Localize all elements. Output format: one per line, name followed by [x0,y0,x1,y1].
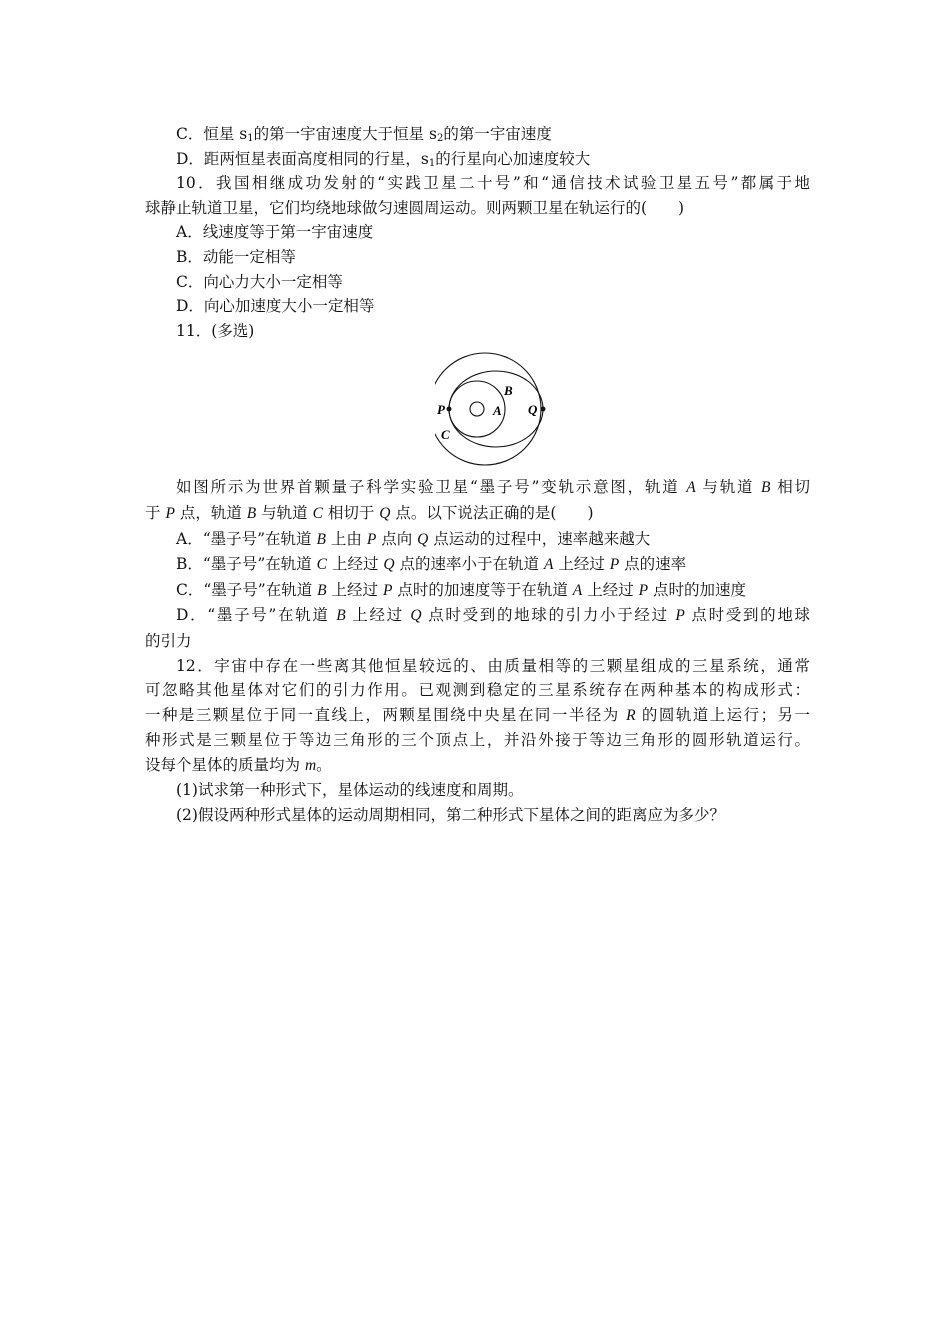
label-p: P [437,402,445,418]
var: Q [379,504,391,522]
q11-stem-line-2 [145,501,810,527]
q9-option-c [145,122,810,147]
var: B [317,581,327,599]
q10-option-d: D．向心加速度大小一定相等 [176,297,375,316]
text: C．恒星 s [176,125,248,143]
text: 上经过 [345,606,411,625]
q10-stem-line-2: 球静止轨道卫星，它们均绕地球做匀速圆周运动。则两颗卫星在轨运行的( ) [145,198,685,217]
var: B [761,479,771,497]
var: P [638,581,649,599]
var: C [316,556,328,574]
text: 的行星向心加速度较大 [435,149,591,168]
text: 于 [145,503,166,522]
var: B [316,530,326,548]
q11-option-d-line-1 [145,603,810,629]
q12-line-4: 种形式是三颗星位于等边三角形的三个顶点上，并沿外接于等边三角形的圆形轨道运行。 [145,731,810,750]
text: 点的速率小于在轨道 [394,555,544,574]
text: 点时受到的地球的引力小于经过 [421,606,676,625]
q12-sub-2: (2)假设两种形式星体的运动周期相同，第二种形式下星体之间的距离应为多少？ [176,806,725,825]
var: A [543,556,554,574]
document-page [145,122,810,828]
text: 的圆轨道上运行；另一 [635,705,810,724]
q11-option-a [145,527,810,553]
var: R [626,706,636,724]
subscript: 2 [437,133,444,144]
var: P [366,530,377,548]
text: 上经过 [582,580,639,599]
text: 点向 [376,529,418,548]
text: 上由 [325,529,367,548]
text: 点的速率 [619,555,687,574]
q11-option-d-line-2: 的引力 [145,631,192,650]
text: 点时受到的地球 [684,606,811,625]
text: 上经过 [326,580,383,599]
label-b: B [504,383,513,399]
text: D．距两恒星表面高度相同的行星，s [176,149,429,168]
var: Q [383,556,395,574]
q11-option-b [145,552,810,578]
label-c: C [441,427,450,443]
text: 点。以下说法正确的是( ) [390,503,594,522]
text: A．“墨子号”在轨道 [176,529,317,548]
var: P [165,504,175,522]
var: A [572,581,583,599]
text: 。 [316,755,332,774]
orbit-diagram [145,349,810,467]
orbit-diagram-svg [435,349,555,467]
text: 与轨道 [256,503,313,522]
text: 点运动的过程中，速率越来越大 [428,529,651,548]
text: D．“墨子号”在轨道 [176,606,337,625]
q11-header: 11．(多选) [176,321,255,340]
text: 点，轨道 [174,503,247,522]
text: 如图所示为世界首颗量子科学实验卫星“墨子号”变轨示意图，轨道 [176,478,687,497]
subscript: 1 [247,133,254,144]
text: 上经过 [327,555,384,574]
text: 的第一宇宙速度大于恒星 s [253,125,438,143]
q9-option-d [145,147,810,172]
var: C [312,504,323,522]
point-p-dot [447,407,452,412]
text: 一种是三颗星位于同一直线上，两颗星围绕中央星在同一半径为 [145,705,627,724]
text: 设每个星体的质量均为 [145,755,305,774]
var: P [609,556,620,574]
var: B [336,607,346,625]
q11-option-c [145,578,810,604]
var: B [246,504,257,522]
earth-circle [470,402,484,416]
q12-line-1: 12．宇宙中存在一些离其他恒星较远的、由质量相等的三颗星组成的三星系统，通常 [176,656,810,675]
var: A [686,479,696,497]
text: 与轨道 [695,478,762,497]
q12-line-5 [145,753,810,779]
text: 的第一宇宙速度 [443,125,552,143]
q11-stem-line-1 [145,475,810,501]
q10-option-a: A．线速度等于第一宇宙速度 [176,223,374,242]
q10-option-c: C．向心力大小一定相等 [176,272,343,291]
label-a: A [493,403,502,419]
label-q: Q [528,402,538,418]
subscript: 1 [428,157,436,169]
text: 点时的加速度 [648,580,747,599]
var: m [304,756,317,774]
var: Q [410,607,422,625]
q10-option-b: B．动能一定相等 [176,247,296,266]
text: 相切于 [322,503,380,522]
var: P [382,581,393,599]
text: C．“墨子号”在轨道 [176,580,318,599]
text: 相切 [770,478,811,497]
point-q-dot [541,407,546,412]
q12-sub-1: (1)试求第一种形式下，星体运动的线速度和周期。 [176,781,524,800]
q12-line-3 [145,703,810,729]
var: P [675,607,685,625]
q10-stem-line-1: 10．我国相继成功发射的“实践卫星二十号”和“通信技术试验卫星五号”都属于地 [176,174,810,193]
var: Q [417,530,429,548]
text: 上经过 [553,555,610,574]
q12-line-2: 可忽略其他星体对它们的引力作用。已观测到稳定的三星系统存在两种基本的构成形式： [145,681,810,700]
text: B．“墨子号”在轨道 [176,555,317,574]
text: 点时的加速度等于在轨道 [392,580,573,599]
